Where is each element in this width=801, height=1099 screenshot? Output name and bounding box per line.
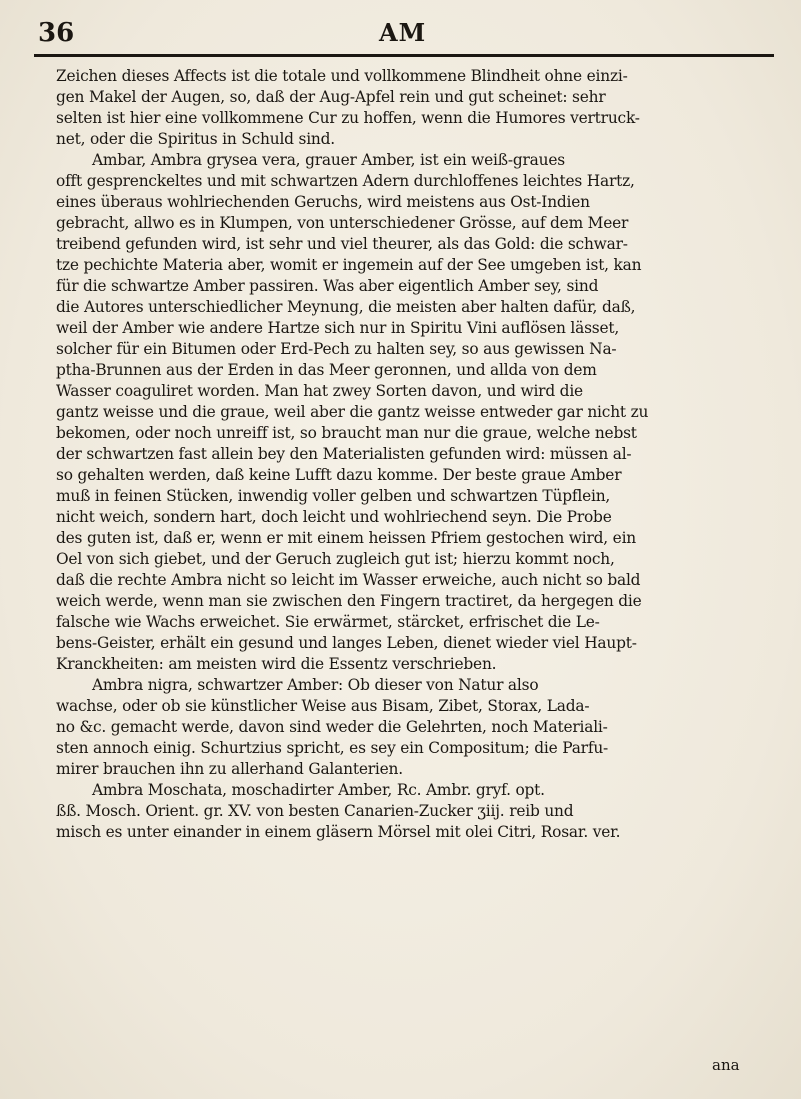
text-line: daß die rechte Ambra nicht so leicht im Wasser erweiche, auch nicht so bald [56, 571, 641, 589]
text-body [56, 66, 762, 843]
entry-ambra-moschata-heading: Ambra Moschata, moschadirter Amber, Rc. Ambr. gryf. opt. [92, 781, 545, 799]
text-line: misch es unter einander in einem gläsern Mörsel mit olei Citri, Rosar. ver. [56, 823, 621, 841]
text-line: Wasser coaguliret worden. Man hat zwey Sorten davon, und wird die [56, 382, 583, 400]
text-line: weich werde, wenn man sie zwischen den Fingern tractiret, da hergegen die [56, 592, 642, 610]
text-line: offt gesprenckeltes und mit schwartzen Adern durchloffenes leichtes Hartz, [56, 172, 635, 190]
text-line: Kranckheiten: am meisten wird die Essentz verschrieben. [56, 655, 497, 673]
entry-ambar-heading: Ambar, Ambra grysea vera, grauer Amber, ist ein weiß-graues [92, 151, 565, 169]
text-line: des guten ist, daß er, wenn er mit einem heissen Pfriem gestochen wird, ein [56, 529, 637, 547]
text-line: eines überaus wohlriechenden Geruchs, wird meistens aus Ost-Indien [56, 193, 590, 211]
text-line: gebracht, allwo es in Klumpen, von unterschiedener Grösse, auf dem Meer [56, 214, 629, 232]
page-number: 36 [38, 18, 75, 48]
text-line: net, oder die Spiritus in Schuld sind. [56, 130, 335, 148]
text-line: ßß. Mosch. Orient. gr. XV. von besten Canarien-Zucker ʒiij. reib und [56, 802, 574, 820]
text-line: bens-Geister, erhält ein gesund und langes Leben, dienet wieder viel Haupt- [56, 634, 637, 652]
header-rule [34, 54, 774, 57]
text-line: ptha-Brunnen aus der Erden in das Meer geronnen, und allda von dem [56, 361, 597, 379]
text-line: gantz weisse und die graue, weil aber die gantz weisse entweder gar nicht zu [56, 403, 649, 421]
text-line: der schwartzen fast allein bey den Materialisten gefunden wird: müssen al- [56, 445, 632, 463]
text-line: nicht weich, sondern hart, doch leicht und wohlriechend seyn. Die Probe [56, 508, 612, 526]
running-head: AM [379, 18, 427, 47]
text-line: selten ist hier eine vollkommene Cur zu hoffen, wenn die Humores vertruck- [56, 109, 640, 127]
text-line: weil der Amber wie andere Hartze sich nur in Spiritu Vini auflösen lässet, [56, 319, 620, 337]
text-line: muß in feinen Stücken, inwendig voller gelben und schwartzen Tüpflein, [56, 487, 611, 505]
text-line: Oel von sich giebet, und der Geruch zugleich gut ist; hierzu kommt noch, [56, 550, 615, 568]
text-line: bekomen, oder noch unreiff ist, so braucht man nur die graue, welche nebst [56, 424, 637, 442]
text-line: treibend gefunden wird, ist sehr und viel theurer, als das Gold: die schwar- [56, 235, 628, 253]
page-header [34, 18, 774, 58]
text-line: solcher für ein Bitumen oder Erd-Pech zu halten sey, so aus gewissen Na- [56, 340, 617, 358]
text-line: die Autores unterschiedlicher Meynung, die meisten aber halten dafür, daß, [56, 298, 636, 316]
text-line: so gehalten werden, daß keine Lufft dazu komme. Der beste graue Amber [56, 466, 622, 484]
entry-ambra-nigra-heading: Ambra nigra, schwartzer Amber: Ob dieser von Natur also [92, 676, 539, 694]
text-line: sten annoch einig. Schurtzius spricht, es sey ein Compositum; die Parfu- [56, 739, 609, 757]
text-line: Zeichen dieses Affects ist die totale und vollkommene Blindheit ohne einzi- [56, 67, 628, 85]
text-line: für die schwartze Amber passiren. Was aber eigentlich Amber sey, sind [56, 277, 599, 295]
text-line: falsche wie Wachs erweichet. Sie erwärmet, stärcket, erfrischet die Le- [56, 613, 600, 631]
catchword: ana [712, 1056, 740, 1074]
text-line: wachse, oder ob sie künstlicher Weise aus Bisam, Zibet, Storax, Lada- [56, 697, 590, 715]
text-line: no &c. gemacht werde, davon sind weder die Gelehrten, noch Materiali- [56, 718, 608, 736]
text-line: mirer brauchen ihn zu allerhand Galanterien. [56, 760, 403, 778]
text-line: gen Makel der Augen, so, daß der Aug-Apfel rein und gut scheinet: sehr [56, 88, 606, 106]
text-line: tze pechichte Materia aber, womit er ingemein auf der See umgeben ist, kan [56, 256, 642, 274]
